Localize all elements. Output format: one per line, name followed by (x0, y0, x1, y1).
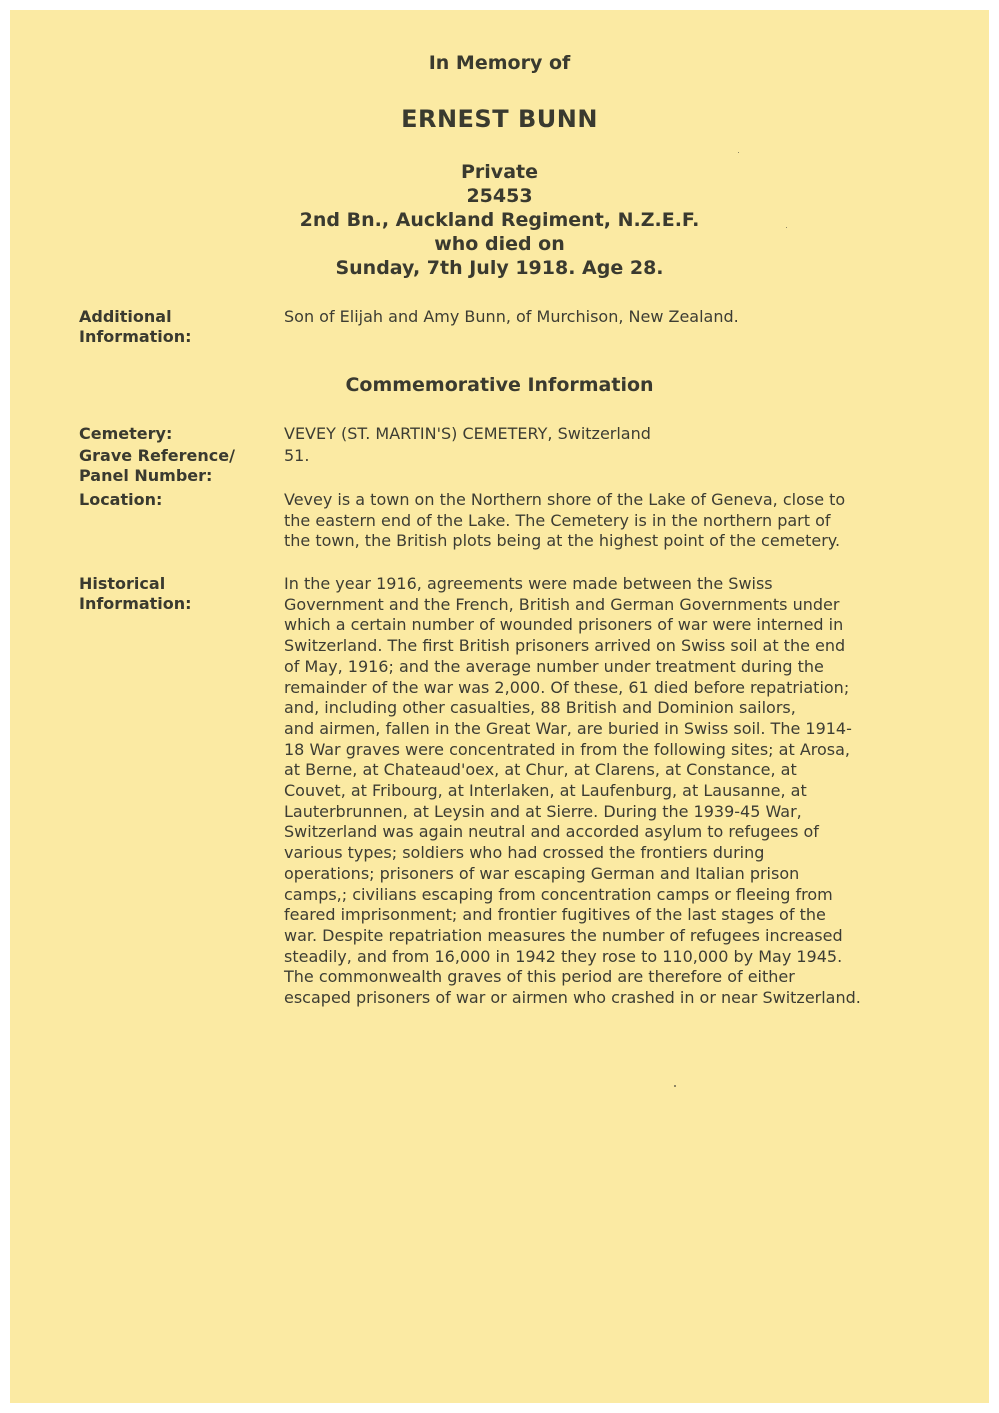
historical-line: at Berne, at Chateaud'oex, at Chur, at Clarens, at Constance, at (284, 760, 797, 780)
historical-line: camps,; civilians escaping from concentration camps or fleeing from (284, 884, 833, 904)
historical-line: In the year 1916, agreements were made between the Swiss (284, 574, 773, 593)
historical-line: Lauterbrunnen, at Leysin and at Sierre. During the 1939-45 War, (284, 801, 802, 821)
grave-reference-label: Grave Reference/ Panel Number: (79, 446, 235, 485)
historical-line: operations; prisoners of war escaping German and Italian prison (284, 863, 800, 883)
rank: Private (461, 161, 538, 183)
location-line: the town, the British plots being at the highest point of the cemetery. (284, 531, 841, 551)
historical-line: and airmen, fallen in the Great War, are buried in Swiss soil. The 1914- (284, 718, 852, 738)
cemetery-value: VEVEY (ST. MARTIN'S) CEMETERY, Switzerland (284, 424, 651, 443)
location-value (284, 490, 924, 552)
additional-information-value: Son of Elijah and Amy Bunn, of Murchison, New Zealand. (284, 307, 739, 326)
location-line: Vevey is a town on the Northern shore of the Lake of Geneva, close to (284, 490, 846, 509)
service-details (10, 160, 989, 280)
service-number: 25453 (466, 185, 533, 207)
in-memory-heading: In Memory of (428, 52, 571, 74)
historical-line: of May, 1916; and the average number under treatment during the (284, 656, 824, 676)
historical-line: escaped prisoners of war or airmen who crashed in or near Switzerland. (284, 988, 861, 1008)
historical-line: which a certain number of wounded prisoners of war were interned in (284, 615, 844, 635)
historical-line: Couvet, at Fribourg, at Interlaken, at Laufenburg, at Lausanne, at (284, 781, 807, 801)
historical-information-value (284, 574, 924, 1009)
soldier-name: ERNEST BUNN (401, 105, 598, 133)
historical-line: feared imprisonment; and frontier fugitives of the last stages of the (284, 905, 826, 925)
historical-line: war. Despite repatriation measures the number of refugees increased (284, 925, 843, 945)
historical-information-label: Historical Information: (79, 574, 192, 613)
historical-line: 18 War graves were concentrated in from the following sites; at Arosa, (284, 739, 851, 759)
historical-line: remainder of the war was 2,000. Of these, 61 died before repatriation; (284, 677, 850, 697)
historical-line: Government and the French, British and German Governments under (284, 594, 840, 614)
historical-line: The commonwealth graves of this period are therefore of either (284, 967, 795, 987)
death-date-age: Sunday, 7th July 1918. Age 28. (335, 257, 664, 279)
historical-line: steadily, and from 16,000 in 1942 they rose to 110,000 by May 1945. (284, 946, 843, 966)
historical-line: and, including other casualties, 88 British and Dominion sailors, (284, 698, 796, 718)
scan-speck (786, 227, 787, 228)
historical-line: Switzerland. The first British prisoners arrived on Swiss soil at the end (284, 636, 846, 656)
cemetery-label: Cemetery: (79, 424, 173, 443)
historical-line: Switzerland was again neutral and accorded asylum to refugees of (284, 822, 819, 842)
historical-line: various types; soldiers who had crossed the frontiers during (284, 843, 765, 863)
unit: 2nd Bn., Auckland Regiment, N.Z.E.F. (299, 209, 700, 231)
memorial-page (10, 10, 989, 1403)
location-line: the eastern end of the Lake. The Cemetery is in the northern part of (284, 510, 831, 530)
scan-speck (674, 1085, 676, 1087)
scan-speck (738, 152, 739, 153)
died-on-label: who died on (434, 233, 565, 255)
additional-information-label: Additional Information: (79, 307, 192, 346)
commemorative-section-title: Commemorative Information (345, 374, 654, 396)
grave-reference-value: 51. (284, 446, 310, 465)
location-label: Location: (79, 490, 163, 509)
